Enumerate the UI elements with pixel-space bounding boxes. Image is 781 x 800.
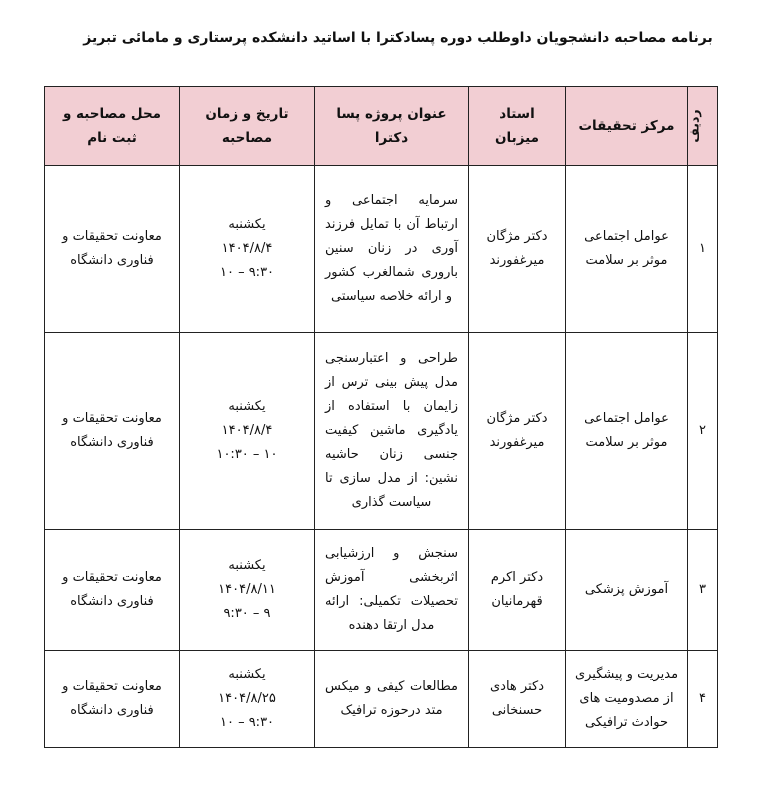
project-title-cell: مطالعات کیفی و میکس متد درحوزه ترافیک <box>315 651 469 748</box>
header-place: محل مصاحبه و ثبت نام <box>45 87 180 166</box>
row-number: ۴ <box>688 651 718 748</box>
header-center: مرکز تحقیقات <box>566 87 688 166</box>
project-title-cell: سرمایه اجتماعی و ارتباط آن با تمایل فرزند آوری در زنان سنین باروری شمالغرب کشور و ارائه خلاصه سیاستی <box>315 166 469 333</box>
host-professor-cell: دکتر هادی حسنخانی <box>469 651 566 748</box>
project-title-cell: طراحی و اعتبارسنجی مدل پیش بینی ترس از زایمان با استفاده از یادگیری ماشین کیفیت جنسی زنان حاشیه نشین: از مدل سازی تا سیاست گذاری <box>315 333 469 530</box>
header-host: استاد میزبان <box>469 87 566 166</box>
interview-day: یکشنبه <box>228 399 266 414</box>
interview-date: ۱۴۰۴/۸/۱۱ <box>218 582 276 597</box>
row-number: ۲ <box>688 333 718 530</box>
interview-schedule-table <box>44 86 718 748</box>
project-title-cell: سنجش و ارزشیابی اثربخشی آموزش تحصیلات تکمیلی: ارائه مدل ارتقا دهنده <box>315 530 469 651</box>
table-row <box>45 530 718 651</box>
place-cell: معاونت تحقیقات و فناوری دانشگاه <box>45 166 180 333</box>
interview-time: ۹:۳۰ – ۱۰ <box>219 265 275 280</box>
header-row <box>45 87 718 166</box>
interview-time: ۹ – ۹:۳۰ <box>223 606 271 621</box>
interview-day: یکشنبه <box>228 217 266 232</box>
interview-time: ۱۰ – ۱۰:۳۰ <box>216 447 278 462</box>
table-row <box>45 166 718 333</box>
host-professor-cell: دکتر مژگان میرغفورند <box>469 166 566 333</box>
datetime-cell <box>180 530 315 651</box>
research-center-cell: آموزش پزشکی <box>566 530 688 651</box>
datetime-cell <box>180 651 315 748</box>
table-row <box>45 651 718 748</box>
research-center-cell: عوامل اجتماعی موثر بر سلامت <box>566 166 688 333</box>
interview-date: ۱۴۰۴/۸/۴ <box>221 241 273 256</box>
interview-day: یکشنبه <box>228 667 266 682</box>
host-professor-cell: دکتر اکرم قهرمانیان <box>469 530 566 651</box>
host-professor-cell: دکتر مژگان میرغفورند <box>469 333 566 530</box>
row-number: ۳ <box>688 530 718 651</box>
datetime-cell <box>180 166 315 333</box>
header-datetime: تاریخ و زمان مصاحبه <box>180 87 315 166</box>
datetime-cell <box>180 333 315 530</box>
interview-day: یکشنبه <box>228 558 266 573</box>
interview-time: ۹:۳۰ – ۱۰ <box>219 715 275 730</box>
place-cell: معاونت تحقیقات و فناوری دانشگاه <box>45 333 180 530</box>
research-center-cell: مدیریت و پیشگیری از مصدومیت های حوادث ترافیکی <box>566 651 688 748</box>
header-row-no: ردیف <box>688 87 718 166</box>
interview-date: ۱۴۰۴/۸/۲۵ <box>218 691 276 706</box>
interview-date: ۱۴۰۴/۸/۴ <box>221 423 273 438</box>
header-project: عنوان پروژه پسا دکترا <box>315 87 469 166</box>
row-number: ۱ <box>688 166 718 333</box>
place-cell: معاونت تحقیقات و فناوری دانشگاه <box>45 530 180 651</box>
document-title: برنامه مصاحبه دانشجویان داوطلب دوره پسادکترا با اساتید دانشکده پرستاری و مامائی تبریز <box>83 30 713 46</box>
table-row <box>45 333 718 530</box>
place-cell: معاونت تحقیقات و فناوری دانشگاه <box>45 651 180 748</box>
research-center-cell: عوامل اجتماعی موثر بر سلامت <box>566 333 688 530</box>
